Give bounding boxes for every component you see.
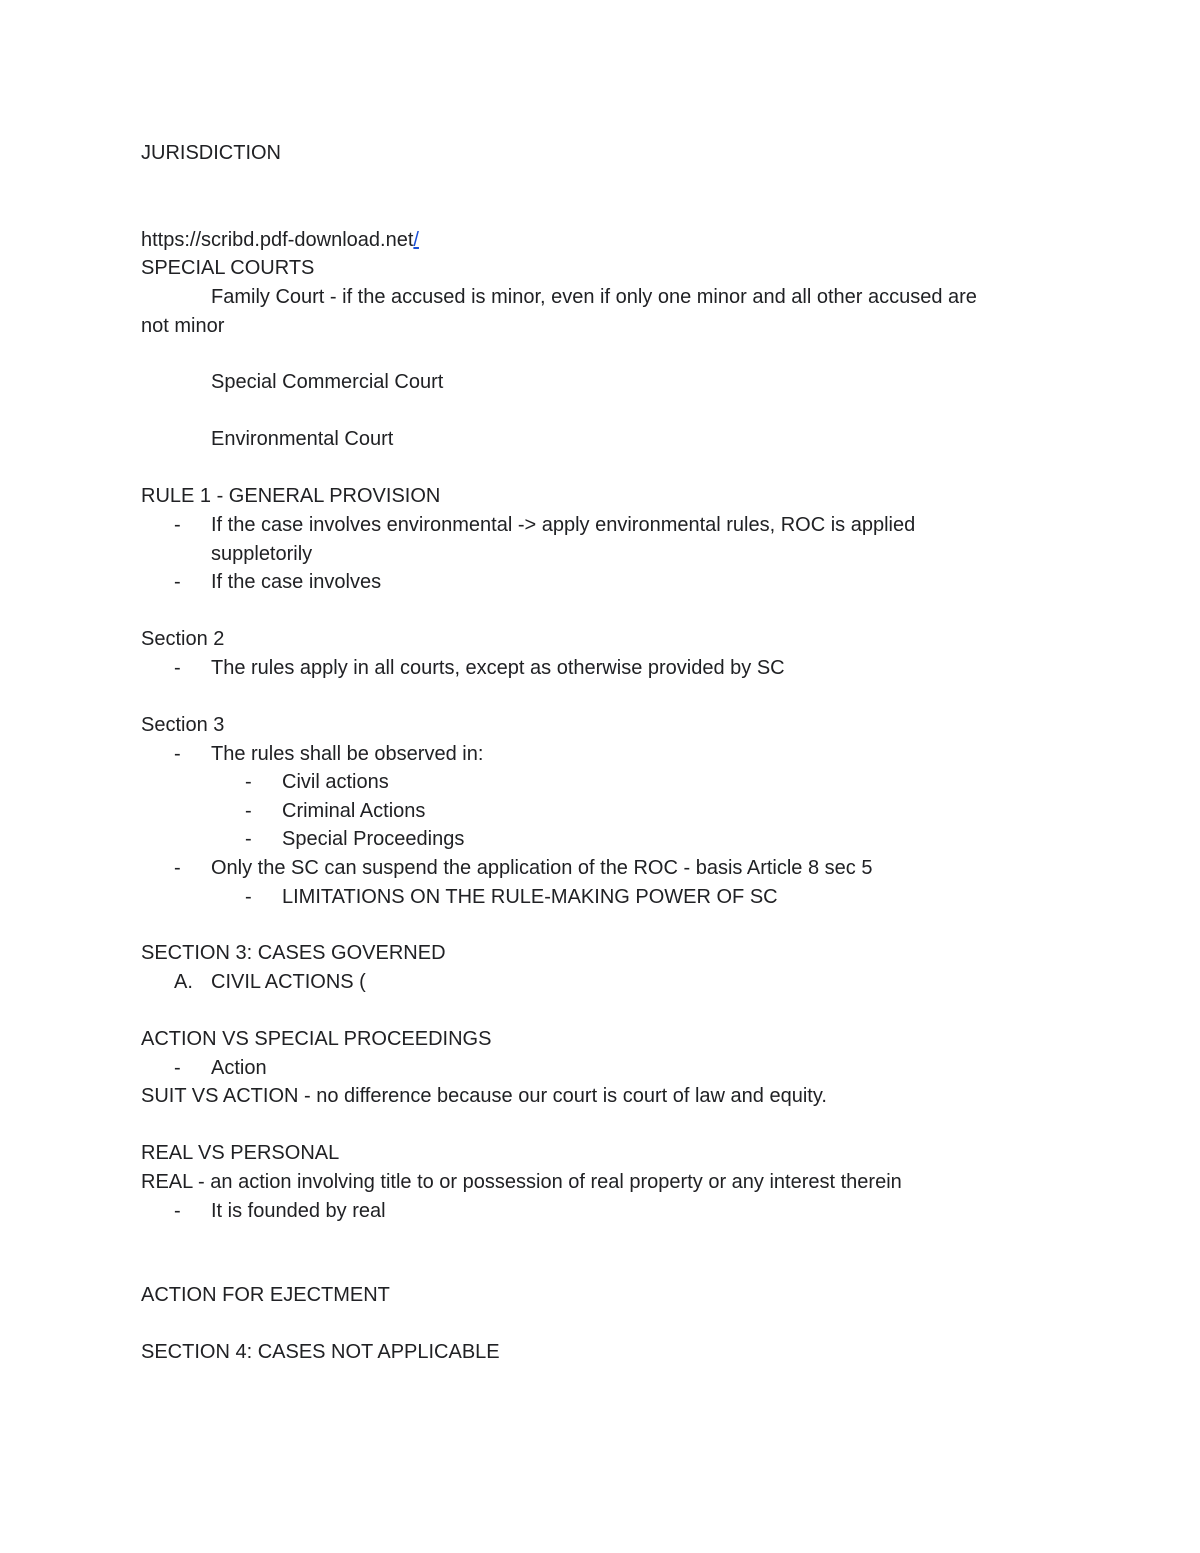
bullet-dash: - [174,1200,181,1222]
section3-sub-limitations: LIMITATIONS ON THE RULE-MAKING POWER OF SC [282,886,778,908]
url-link[interactable]: / [413,229,419,251]
environmental-court-text: Environmental Court [211,428,394,450]
real-item-1: It is founded by real [211,1200,386,1222]
bullet-dash: - [245,800,252,822]
action-vs-sp-heading: ACTION VS SPECIAL PROCEEDINGS [141,1028,492,1050]
rule1-item-1: If the case involves environmental -> apply environmental rules, ROC is applied [211,514,916,536]
special-courts-heading: SPECIAL COURTS [141,257,315,279]
ejectment-heading: ACTION FOR EJECTMENT [141,1284,390,1306]
real-vs-personal-heading: REAL VS PERSONAL [141,1142,340,1164]
section3-item-2: Only the SC can suspend the application of the ROC - basis Article 8 sec 5 [211,857,873,879]
section3-item-1: The rules shall be observed in: [211,743,484,765]
bullet-dash: - [174,743,181,765]
civil-actions-item: CIVIL ACTIONS ( [211,971,366,993]
commercial-court-text: Special Commercial Court [211,371,444,393]
bullet-dash: - [245,828,252,850]
section2-item-1: The rules apply in all courts, except as otherwise provided by SC [211,657,785,679]
section4-heading: SECTION 4: CASES NOT APPLICABLE [141,1341,500,1363]
rule1-item-1-cont: suppletorily [211,543,313,565]
document-title: JURISDICTION [141,142,281,164]
url-text: https://scribd.pdf-download.net [141,229,414,251]
rule1-heading: RULE 1 - GENERAL PROVISION [141,485,441,507]
section2-heading: Section 2 [141,628,225,650]
url-line [141,228,419,252]
bullet-dash: - [174,571,181,593]
bullet-dash: - [245,771,252,793]
bullet-dash: - [174,1057,181,1079]
cases-governed-heading: SECTION 3: CASES GOVERNED [141,942,446,964]
family-court-text: Family Court - if the accused is minor, even if only one minor and all other accused are [211,286,977,308]
section3-sub-criminal: Criminal Actions [282,800,426,822]
list-marker: A. [174,971,193,993]
rule1-item-2: If the case involves [211,571,382,593]
suit-vs-action-text: SUIT VS ACTION - no difference because our court is court of law and equity. [141,1085,827,1107]
bullet-dash: - [174,514,181,536]
bullet-dash: - [245,886,252,908]
real-definition-text: REAL - an action involving title to or possession of real property or any interest therein [141,1171,902,1193]
bullet-dash: - [174,657,181,679]
section3-heading: Section 3 [141,714,225,736]
section3-sub-special: Special Proceedings [282,828,465,850]
section3-sub-civil: Civil actions [282,771,389,793]
family-court-text-cont: not minor [141,315,225,337]
bullet-dash: - [174,857,181,879]
action-item: Action [211,1057,267,1079]
